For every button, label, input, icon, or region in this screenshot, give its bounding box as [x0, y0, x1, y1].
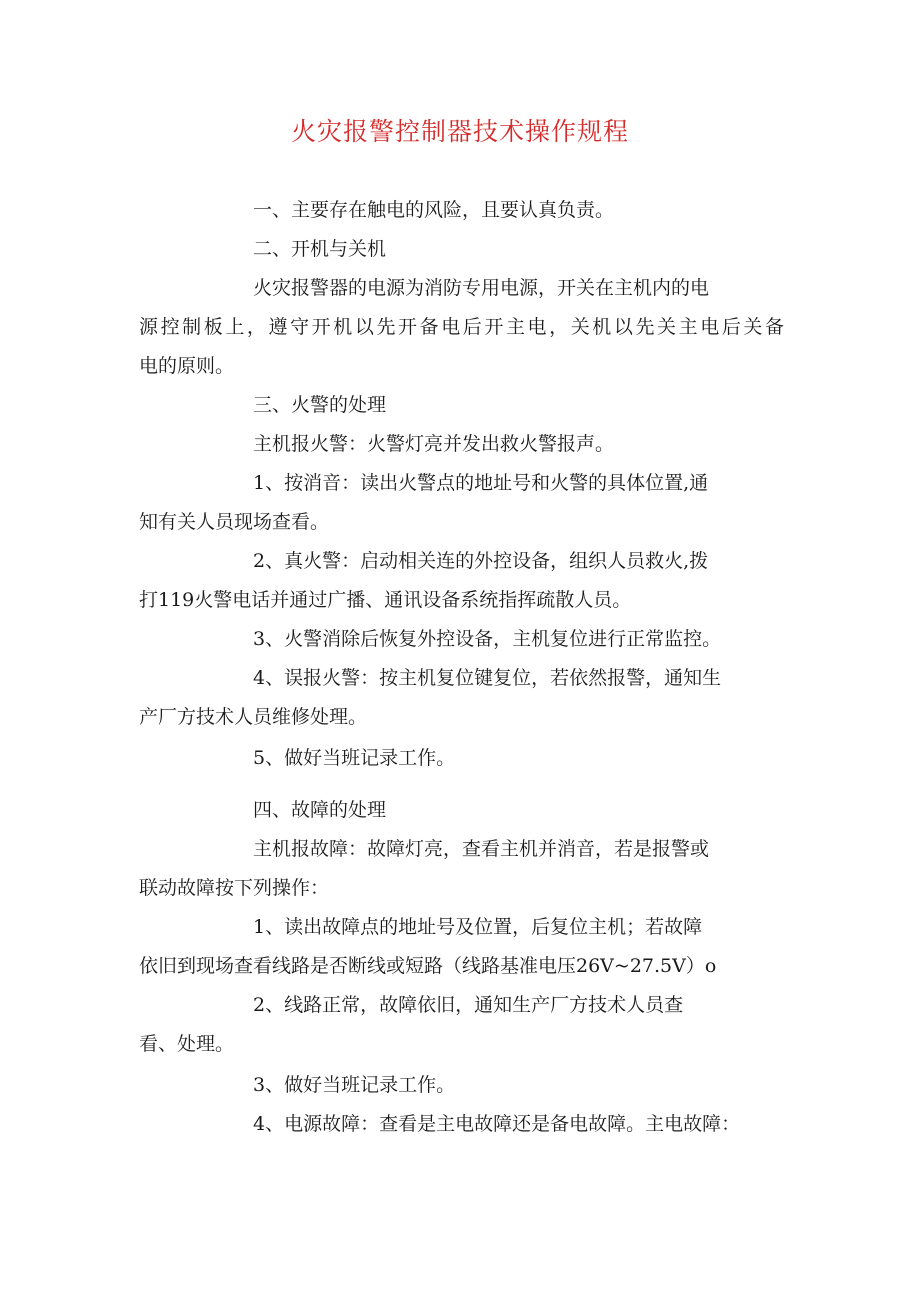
- paragraph-line: 联动故障按下列操作：: [139, 877, 330, 899]
- paragraph-line: 产厂方技术人员维修处理。: [139, 706, 368, 728]
- paragraph-line: 5、做好当班记录工作。: [253, 747, 456, 769]
- paragraph-line: 依旧到现场查看线路是否断线或短路（线路基准电压26V~27.5V）o: [139, 955, 717, 977]
- paragraph-line: 3、做好当班记录工作。: [253, 1074, 456, 1096]
- paragraph-line: 4、误报火警：按主机复位键复位，若依然报警，通知生: [253, 667, 722, 689]
- paragraph-line: 火灾报警器的电源为消防专用电源，开关在主机内的电: [253, 277, 710, 299]
- paragraph-line: 知有关人员现场查看。: [139, 511, 330, 533]
- paragraph-line: 3、火警消除后恢复外控设备，主机复位进行正常监控。: [253, 628, 722, 650]
- paragraph-line: 源控制板上，遵守开机以先开备电后开主电，关机以先关主电后关备: [139, 316, 784, 338]
- document-title: 火灾报警控制器技术操作规程: [290, 117, 629, 146]
- paragraph-line: 看、处理。: [139, 1033, 235, 1055]
- section-heading: 四、故障的处理: [253, 799, 387, 821]
- paragraph-line: 打119火警电话并通过广播、通讯设备系统指挥疏散人员。: [139, 589, 632, 611]
- section-heading: 二、开机与关机: [253, 238, 387, 260]
- paragraph-line: 一、主要存在触电的风险，且要认真负责。: [253, 199, 615, 221]
- paragraph-line: 主机报火警：火警灯亮并发出救火警报声。: [253, 433, 615, 455]
- paragraph-line: 主机报故障：故障灯亮，查看主机并消音，若是报警或: [253, 838, 710, 860]
- paragraph-line: 2、真火警：启动相关连的外控设备，组织人员救火,拨: [253, 550, 709, 572]
- paragraph-line: 4、电源故障：查看是主电故障还是备电故障。主电故障：: [253, 1113, 741, 1135]
- paragraph-line: 电的原则。: [139, 355, 235, 377]
- section-heading: 三、火警的处理: [253, 394, 387, 416]
- paragraph-line: 2、线路正常，故障依旧，通知生产厂方技术人员查: [253, 994, 684, 1016]
- paragraph-line: 1、按消音：读出火警点的地址号和火警的具体位置,通: [253, 472, 709, 494]
- paragraph-line: 1、读出故障点的地址号及位置，后复位主机；若故障: [253, 916, 703, 938]
